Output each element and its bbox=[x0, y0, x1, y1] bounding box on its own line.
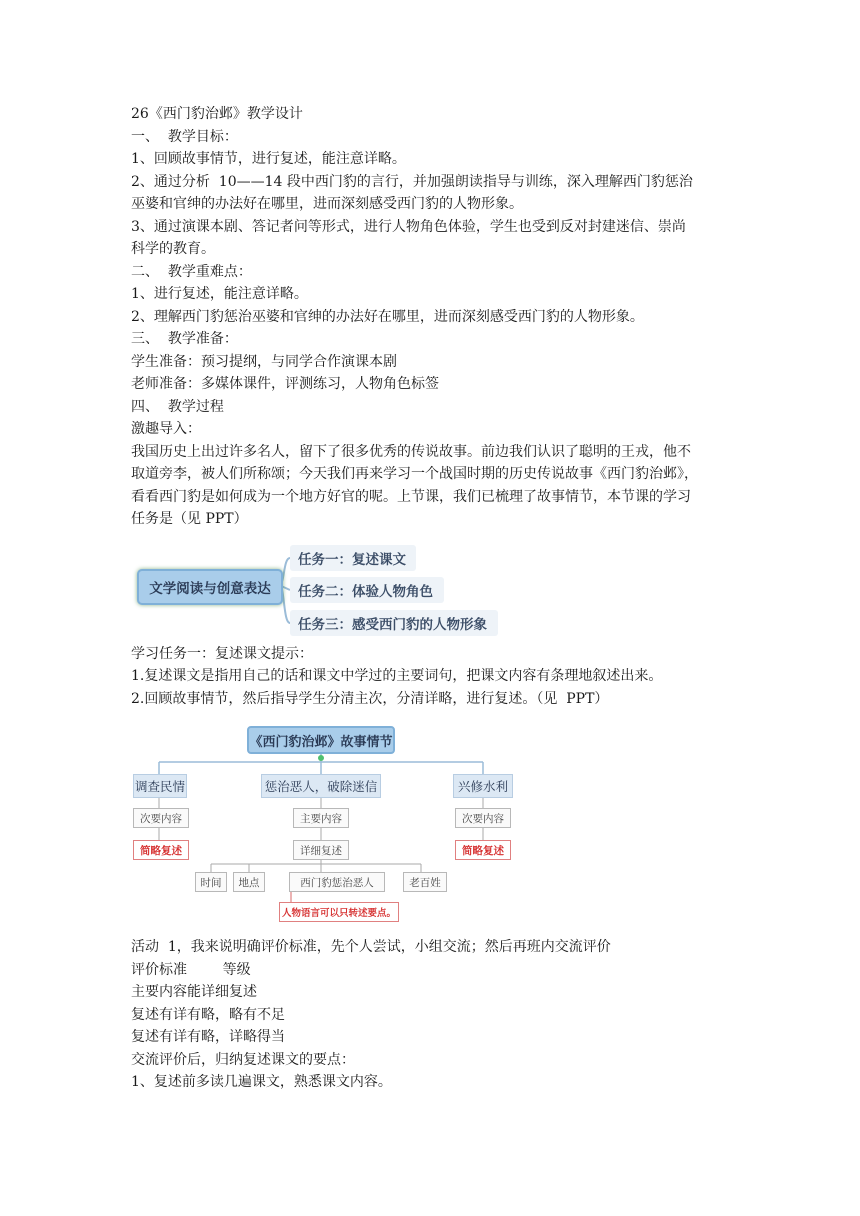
section-heading: 一、 教学目标： bbox=[131, 128, 238, 145]
paragraph: 1、回顾故事情节，进行复述，能注意详略。 bbox=[131, 151, 406, 167]
paragraph: 1、复述前多读几遍课文，熟悉课文内容。 bbox=[131, 1074, 392, 1090]
paragraph: 2.回顾故事情节，然后指导学生分清主次，分清详略，进行复述。（见 PPT） bbox=[131, 690, 609, 707]
plot-node-irrigation: 兴修水利 bbox=[453, 774, 513, 798]
paragraph: 老师准备：多媒体课件，评测练习，人物角色标签 bbox=[131, 376, 439, 392]
paragraph: 评价标准 等级 bbox=[131, 961, 251, 978]
plot-left-sub: 次要内容 bbox=[133, 808, 189, 828]
section-heading: 四、 教学过程 bbox=[131, 398, 224, 415]
plot-leaf-time: 时间 bbox=[195, 872, 227, 892]
paragraph: 看看西门豹是如何成为一个地方好官的呢。上节课，我们已梳理了故事情节，本节课的学习 bbox=[131, 488, 691, 505]
paragraph: 交流评价后，归纳复述课文的要点： bbox=[131, 1051, 355, 1068]
plot-left-brief: 简略复述 bbox=[133, 840, 189, 860]
paragraph: 激趣导入： bbox=[131, 421, 201, 437]
doc-title: 26《西门豹治邺》教学设计 bbox=[131, 106, 303, 122]
section-heading: 三、 教学准备： bbox=[131, 331, 238, 347]
paragraph: 主要内容能详细复述 bbox=[131, 984, 257, 1000]
paragraph: 活动 1，我来说明确评价标准，先个人尝试，小组交流；然后再班内交流评价 bbox=[131, 939, 611, 955]
mindmap-task-3: 任务三：感受西门豹的人物形象 bbox=[290, 610, 498, 636]
paragraph: 我国历史上出过许多名人，留下了很多优秀的传说故事。前边我们认识了聪明的王戎，他不 bbox=[131, 443, 691, 460]
section-heading: 二、 教学重难点： bbox=[131, 263, 252, 280]
plot-node-investigate: 调查民情 bbox=[133, 774, 187, 798]
paragraph: 学习任务一：复述课文提示： bbox=[131, 645, 313, 662]
mindmap-root: 文学阅读与创意表达 bbox=[137, 569, 283, 605]
plot-leaf-people: 老百姓 bbox=[403, 872, 447, 892]
plot-mid-detail: 详细复述 bbox=[293, 840, 349, 860]
paragraph: 复述有详有略，略有不足 bbox=[131, 1006, 285, 1023]
paragraph: 3、通过演课本剧、答记者问等形式，进行人物角色体验，学生也受到反对封建迷信、崇尚 bbox=[131, 218, 686, 235]
paragraph: 取道旁李，被人们所称颂；今天我们再来学习一个战国时期的历史传说故事《西门豹治邺》， bbox=[131, 466, 698, 482]
plot-node-punish: 惩治恶人，破除迷信 bbox=[261, 774, 381, 798]
plot-title: 《西门豹治邺》故事情节 bbox=[247, 726, 395, 754]
paragraph: 1、进行复述，能注意详略。 bbox=[131, 286, 308, 302]
plot-mid-sub: 主要内容 bbox=[293, 808, 349, 828]
paragraph: 2、通过分析 10——14 段中西门豹的言行，并加强朗读指导与训练，深入理解西门豹惩治 bbox=[131, 173, 693, 190]
plot-note: 人物语言可以只转述要点。 bbox=[279, 902, 399, 922]
mindmap-task-1: 任务一：复述课文 bbox=[290, 545, 416, 571]
plot-right-sub: 次要内容 bbox=[455, 808, 511, 828]
paragraph: 巫婆和官绅的办法好在哪里，进而深刻感受西门豹的人物形象。 bbox=[131, 196, 523, 212]
paragraph: 1.复述课文是指用自己的话和课文中学过的主要词句，把课文内容有条理地叙述出来。 bbox=[131, 668, 663, 684]
document-body bbox=[131, 103, 741, 1094]
paragraph: 学生准备：预习提纲，与同学合作演课本剧 bbox=[131, 353, 397, 370]
paragraph: 复述有详有略，详略得当 bbox=[131, 1029, 285, 1045]
plot-leaf-ximenbao: 西门豹惩治恶人 bbox=[289, 872, 385, 892]
paragraph: 科学的教育。 bbox=[131, 241, 215, 257]
task-mindmap bbox=[133, 537, 513, 633]
plot-mindmap bbox=[131, 722, 551, 932]
paragraph: 任务是（见 PPT） bbox=[131, 511, 248, 527]
plot-leaf-place: 地点 bbox=[233, 872, 265, 892]
paragraph: 2、理解西门豹惩治巫婆和官绅的办法好在哪里，进而深刻感受西门豹的人物形象。 bbox=[131, 308, 644, 325]
plot-right-brief: 简略复述 bbox=[455, 840, 511, 860]
mindmap-task-2: 任务二：体验人物角色 bbox=[290, 577, 444, 603]
